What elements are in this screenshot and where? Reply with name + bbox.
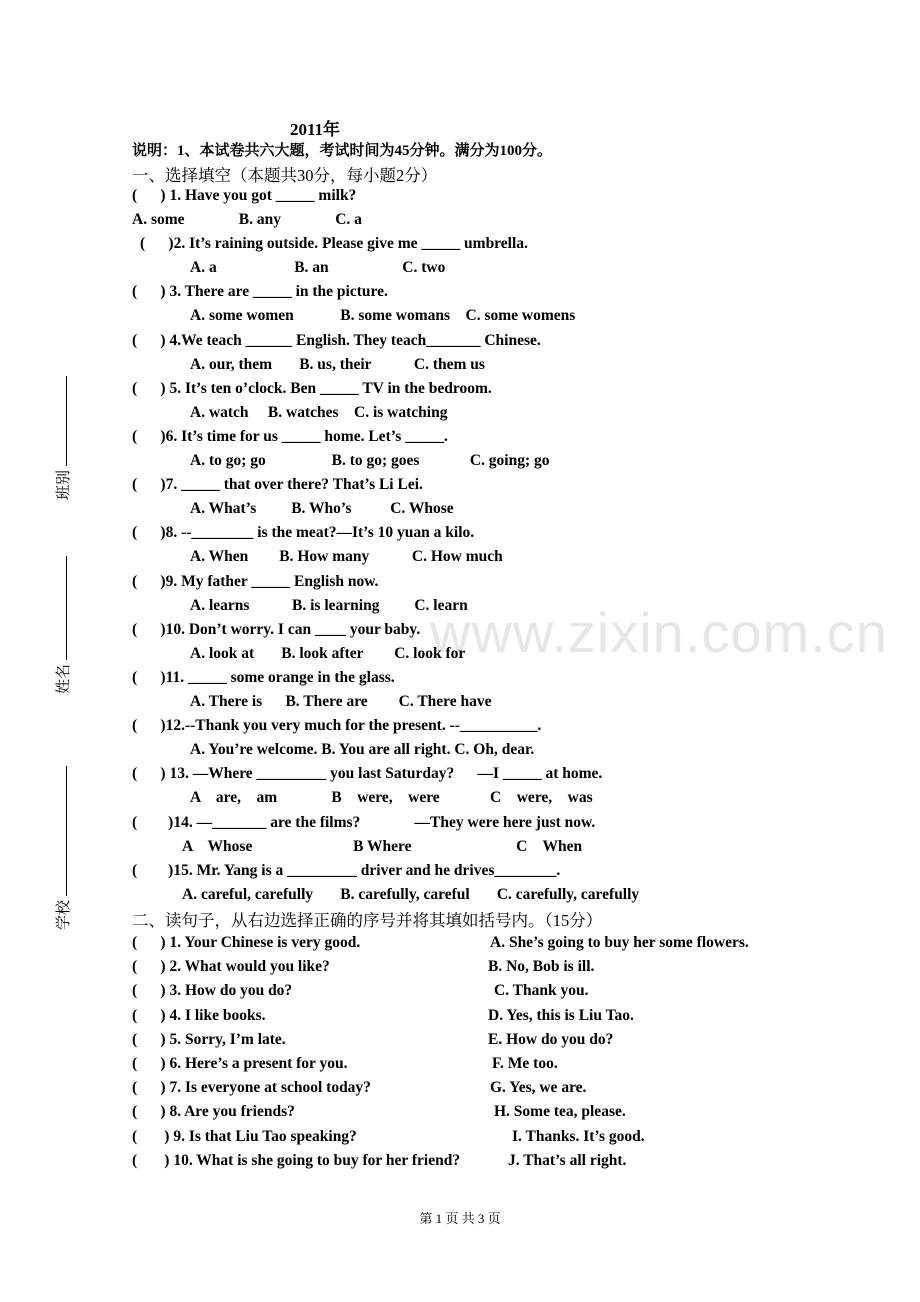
question-3: ( ) 3. There are _____ in the picture. (132, 283, 388, 301)
match-answer-2: B. No, Bob is ill. (488, 958, 595, 976)
question-10: ( )10. Don’t worry. I can ____ your baby. (132, 620, 421, 638)
name-label: 姓名 (54, 663, 72, 694)
question-8-options: A. When B. How many C. How much (190, 548, 503, 566)
question-5: ( ) 5. It’s ten o’clock. Ben _____ TV in the bedroom. (132, 379, 492, 397)
match-question-3: ( ) 3. How do you do? (132, 982, 293, 1000)
question-5-options: A. watch B. watches C. is watching (190, 403, 448, 421)
question-14-options: A Whose B Where C When (182, 837, 583, 855)
exam-note: 说明：1、本试卷共六大题，考试时间为45分钟。满分为100分。 (132, 143, 553, 159)
match-question-7: ( ) 7. Is everyone at school today? (132, 1079, 371, 1097)
question-9: ( )9. My father _____ English now. (132, 572, 379, 590)
question-13: ( ) 13. —Where _________ you last Saturday? —I _____ at home. (132, 765, 603, 783)
question-6: ( )6. It’s time for us _____ home. Let’s _____. (132, 428, 448, 445)
match-answer-10: J. That’s all right. (508, 1151, 627, 1169)
class-label: 班别 (54, 469, 72, 500)
match-question-5: ( ) 5. Sorry, I’m late. (132, 1030, 286, 1048)
class-line (66, 376, 67, 466)
school-line (66, 766, 67, 896)
school-label: 学校 (54, 899, 72, 930)
match-question-2: ( ) 2. What would you like? (132, 958, 330, 976)
match-question-1: ( ) 1. Your Chinese is very good. (132, 934, 361, 951)
match-answer-3: C. Thank you. (494, 982, 589, 1000)
question-1: ( ) 1. Have you got _____ milk? (132, 187, 357, 204)
match-question-6: ( ) 6. Here’s a present for you. (132, 1055, 348, 1072)
question-11-options: A. There is B. There are C. There have (190, 693, 492, 710)
question-9-options: A. learns B. is learning C. learn (190, 596, 468, 614)
match-answer-8: H. Some tea, please. (494, 1103, 626, 1121)
section2-heading: 二、读句子，从右边选择正确的序号并将其填如括号内。（15分） (132, 911, 603, 930)
match-question-10: ( ) 10. What is she going to buy for her friend? (132, 1151, 461, 1169)
question-4-options: A. our, them B. us, their C. them us (190, 355, 485, 373)
question-10-options: A. look at B. look after C. look for (190, 644, 466, 662)
match-question-9: ( ) 9. Is that Liu Tao speaking? (132, 1127, 357, 1145)
match-answer-1: A. She’s going to buy her some flowers. (490, 934, 749, 951)
section1-heading: 一、选择填空（本题共30分，每小题2分） (132, 166, 438, 185)
question-1-options: A. some B. any C. a (132, 211, 362, 228)
question-2-options: A. a B. an C. two (190, 259, 446, 277)
question-12-options: A. You’re welcome. B. You are all right. C. Oh, dear. (190, 741, 535, 759)
page-footer: 第 1 页 共 3 页 (419, 1211, 501, 1226)
question-7-options: A. What’s B. Who’s C. Whose (190, 500, 454, 518)
question-12: ( )12.--Thank you very much for the present. --__________. (132, 717, 542, 735)
question-7: ( )7. _____ that over there? That’s Li Lei. (132, 476, 423, 494)
question-8: ( )8. --________ is the meat?—It’s 10 yuan a kilo. (132, 524, 475, 542)
question-6-options: A. to go; go B. to go; goes C. going; go (190, 452, 550, 469)
match-answer-7: G. Yes, we are. (490, 1079, 587, 1097)
watermark: www.zixin.com.cn (430, 601, 888, 664)
question-15-options: A. careful, carefully B. carefully, careful C. carefully, carefully (182, 885, 640, 903)
match-answer-6: F. Me too. (492, 1055, 558, 1072)
question-11: ( )11. _____ some orange in the glass. (132, 669, 395, 686)
question-3-options: A. some women B. some womans C. some womens (190, 307, 576, 325)
exam-title: 2011年 (290, 120, 341, 139)
question-13-options: A are, am B were, were C were, was (190, 789, 593, 807)
question-15: ( )15. Mr. Yang is a _________ driver and he drives________. (132, 861, 561, 879)
match-answer-5: E. How do you do? (488, 1030, 614, 1048)
name-line (66, 556, 67, 660)
match-question-4: ( ) 4. I like books. (132, 1006, 266, 1024)
match-question-8: ( ) 8. Are you friends? (132, 1103, 295, 1121)
question-14: ( )14. —_______ are the films? —They were here just now. (132, 813, 596, 831)
match-answer-4: D. Yes, this is Liu Tao. (488, 1006, 634, 1024)
match-answer-9: I. Thanks. It’s good. (512, 1127, 645, 1145)
question-4: ( ) 4.We teach ______ English. They teach_______ Chinese. (132, 331, 541, 349)
question-2: ( )2. It’s raining outside. Please give me _____ umbrella. (140, 235, 528, 253)
